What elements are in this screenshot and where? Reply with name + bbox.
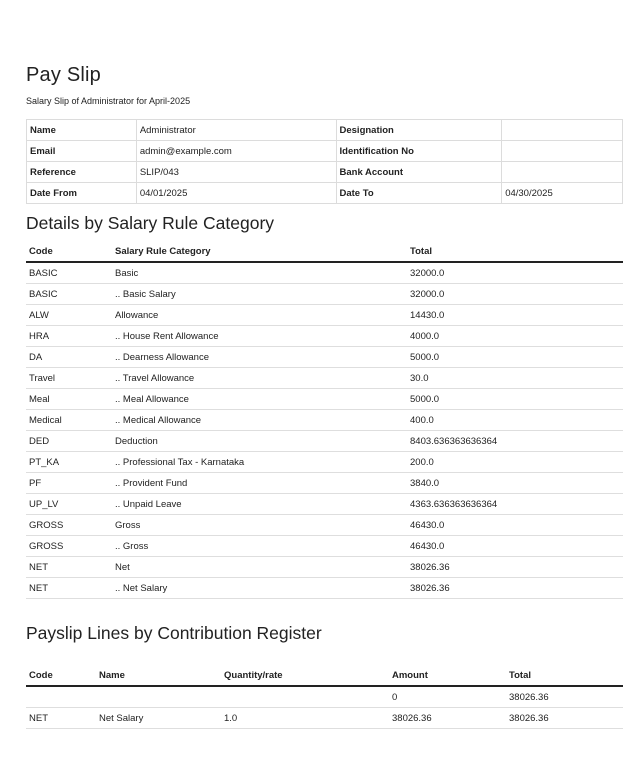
cell-category: .. Medical Allowance [112,410,407,431]
table-row [26,284,623,305]
table-row [26,494,623,515]
cell-code: NET [26,557,112,578]
cell-category: Basic [112,262,407,284]
cell-code: HRA [26,326,112,347]
cell-category: .. House Rent Allowance [112,326,407,347]
info-row [27,120,623,141]
cell-category: .. Provident Fund [112,473,407,494]
table-row [26,347,623,368]
cell-code: BASIC [26,284,112,305]
table-header-row [26,665,623,686]
column-header-total: Total [407,241,623,262]
cell-code: GROSS [26,515,112,536]
cell-total: 32000.0 [407,262,623,284]
date-from-value: 04/01/2025 [136,183,336,204]
cell-quantity [221,686,389,708]
column-header-quantity: Quantity/rate [221,665,389,686]
column-header-category: Salary Rule Category [112,241,407,262]
reference-label: Reference [27,162,137,183]
cell-name [96,686,221,708]
table-header-row [26,241,623,262]
cell-code: GROSS [26,536,112,557]
cell-category: .. Dearness Allowance [112,347,407,368]
table-row [26,536,623,557]
table-row [26,473,623,494]
cell-category: .. Basic Salary [112,284,407,305]
cell-total: 32000.0 [407,284,623,305]
table-row [26,389,623,410]
cell-total: 200.0 [407,452,623,473]
designation-label: Designation [336,120,502,141]
table-row [26,262,623,284]
email-value: admin@example.com [136,141,336,162]
column-header-amount: Amount [389,665,506,686]
table-row [26,708,623,729]
name-value: Administrator [136,120,336,141]
cell-total: 4363.636363636364 [407,494,623,515]
table-row [26,410,623,431]
date-from-label: Date From [27,183,137,204]
table-row [26,515,623,536]
cell-code: PF [26,473,112,494]
date-to-label: Date To [336,183,502,204]
cell-code: ALW [26,305,112,326]
column-header-code: Code [26,241,112,262]
table-row [26,326,623,347]
column-header-total: Total [506,665,623,686]
email-label: Email [27,141,137,162]
cell-total: 30.0 [407,368,623,389]
employee-info-table [26,119,623,204]
cell-category: .. Meal Allowance [112,389,407,410]
table-row [26,557,623,578]
table-row [26,368,623,389]
cell-total: 38026.36 [407,557,623,578]
contribution-register-table [26,665,623,729]
cell-code: Meal [26,389,112,410]
info-row [27,183,623,204]
cell-code: NET [26,708,96,729]
cell-code: PT_KA [26,452,112,473]
cell-total: 38026.36 [506,686,623,708]
cell-total: 46430.0 [407,536,623,557]
salary-category-table [26,241,623,599]
cell-amount: 38026.36 [389,708,506,729]
page-subtitle: Salary Slip of Administrator for April-2025 [26,96,191,106]
identification-label: Identification No [336,141,502,162]
cell-total: 4000.0 [407,326,623,347]
table-row [26,305,623,326]
cell-total: 5000.0 [407,347,623,368]
cell-category: Allowance [112,305,407,326]
cell-category: .. Net Salary [112,578,407,599]
cell-total: 14430.0 [407,305,623,326]
cell-name: Net Salary [96,708,221,729]
date-to-value: 04/30/2025 [502,183,623,204]
info-row [27,162,623,183]
cell-total: 400.0 [407,410,623,431]
cell-category: .. Professional Tax - Karnataka [112,452,407,473]
table-row [26,431,623,452]
cell-code: Travel [26,368,112,389]
cell-code: NET [26,578,112,599]
cell-quantity: 1.0 [221,708,389,729]
bank-account-value [502,162,623,183]
cell-total: 5000.0 [407,389,623,410]
bank-account-label: Bank Account [336,162,502,183]
identification-value [502,141,623,162]
cell-total: 38026.36 [506,708,623,729]
column-header-name: Name [96,665,221,686]
designation-value [502,120,623,141]
category-section-heading: Details by Salary Rule Category [26,213,275,233]
cell-category: .. Gross [112,536,407,557]
cell-category: Net [112,557,407,578]
cell-total: 3840.0 [407,473,623,494]
reference-value: SLIP/043 [136,162,336,183]
table-row [26,452,623,473]
cell-code: UP_LV [26,494,112,515]
info-row [27,141,623,162]
cell-code: DED [26,431,112,452]
cell-total: 8403.636363636364 [407,431,623,452]
name-label: Name [27,120,137,141]
register-section-heading: Payslip Lines by Contribution Register [26,623,322,643]
cell-code: BASIC [26,262,112,284]
cell-code: DA [26,347,112,368]
cell-category: .. Unpaid Leave [112,494,407,515]
cell-code: Medical [26,410,112,431]
table-row [26,578,623,599]
page-title: Pay Slip [26,64,101,86]
cell-category: .. Travel Allowance [112,368,407,389]
register-rows [26,686,623,729]
category-rows [26,262,623,599]
cell-total: 38026.36 [407,578,623,599]
column-header-code: Code [26,665,96,686]
cell-total: 46430.0 [407,515,623,536]
table-row [26,686,623,708]
cell-code [26,686,96,708]
cell-amount: 0 [389,686,506,708]
cell-category: Deduction [112,431,407,452]
cell-category: Gross [112,515,407,536]
